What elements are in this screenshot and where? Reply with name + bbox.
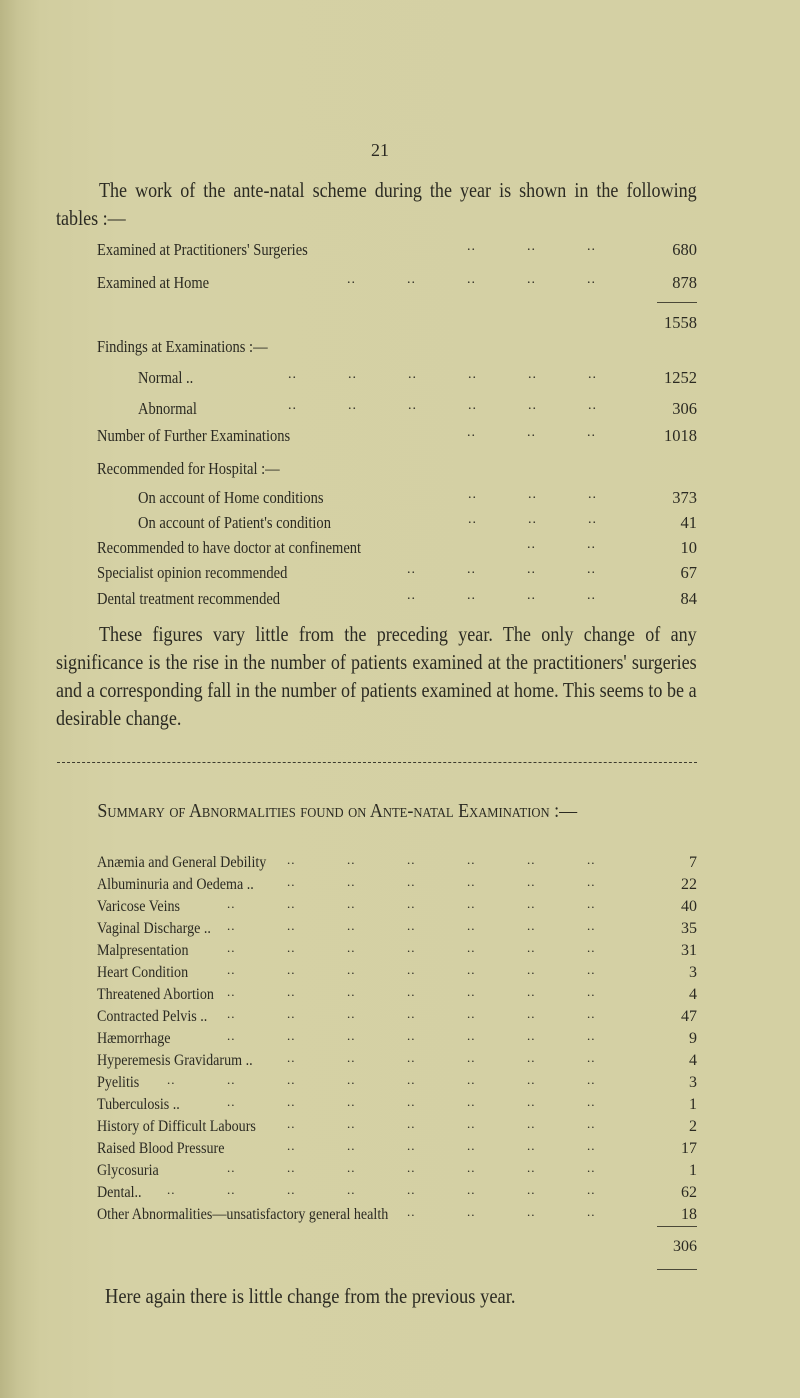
row-patient-condition: On account of Patient's condition .. .. .. 41 — [138, 512, 697, 532]
subtotal-rule — [657, 302, 697, 303]
list-item: Anæmia and General Debility 7 .. .. .. .. .. .. — [97, 852, 697, 871]
summary-title: Summary of Abnormalities found on Ante-natal Examination :— — [97, 800, 578, 822]
subtotal-rule — [657, 1226, 697, 1227]
list-item: Hyperemesis Gravidarum .. 4 .. .. .. .. .. .. — [97, 1050, 697, 1069]
row-normal: Normal .. .. .. .. .. .. .. 1252 — [138, 367, 697, 387]
row-dental-treatment: Dental treatment recommended .. .. .. .. 84 — [97, 588, 697, 608]
total-rule — [657, 1269, 697, 1270]
section-divider — [57, 762, 697, 763]
row-home-conditions: On account of Home conditions .. .. .. 373 — [138, 487, 697, 507]
row-further-examinations: Number of Further Examinations .. .. .. 1018 — [97, 425, 697, 445]
row-examined-surgeries: Examined at Practitioners' Surgeries .. .. .. 680 — [97, 239, 697, 259]
row-specialist-opinion: Specialist opinion recommended .. .. .. .. 67 — [97, 562, 697, 582]
list-item: Raised Blood Pressure 17 .. .. .. .. .. .. — [97, 1138, 697, 1157]
list-item: History of Difficult Labours 2 .. .. .. .. .. .. — [97, 1116, 697, 1135]
hospital-heading: Recommended for Hospital :— — [97, 459, 280, 478]
closing-sentence: Here again there is little change from the previous year. — [105, 1284, 516, 1308]
row-examined-home: Examined at Home .. .. .. .. .. 878 — [97, 272, 697, 292]
list-item: Pyelitis 3 .. .. .. .. .. .. .. .. — [97, 1072, 697, 1091]
list-item: Glycosuria 1 .. .. .. .. .. .. .. — [97, 1160, 697, 1179]
list-item: Hæmorrhage 9 .. .. .. .. .. .. .. — [97, 1028, 697, 1047]
list-item: Tuberculosis .. 1 .. .. .. .. .. .. .. — [97, 1094, 697, 1113]
list-item: Threatened Abortion 4 .. .. .. .. .. .. .. — [97, 984, 697, 1003]
page-number: 21 — [371, 140, 389, 160]
list-item: Vaginal Discharge .. 35 .. .. .. .. .. .. .. — [97, 918, 697, 937]
list-item: Dental.. 62 .. .. .. .. .. .. .. .. — [97, 1182, 697, 1201]
intro-paragraph: The work of the ante-natal scheme during the year is shown in the following tables :— — [56, 178, 697, 230]
findings-heading: Findings at Examinations :— — [97, 337, 268, 356]
list-item: Other Abnormalities—unsatisfactory general health 18 .. .. .. .. — [97, 1204, 697, 1223]
list-item: Heart Condition 3 .. .. .. .. .. .. .. — [97, 962, 697, 981]
comment-paragraph: These figures vary little from the preceding year. The only change of any significance is the rise in the number of patients examined at the practitioners' surgeries and a corresponding fall in the number of patients examined at home. This seems to be a desirable change. — [56, 622, 697, 730]
list-item: Malpresentation 31 .. .. .. .. .. .. .. — [97, 940, 697, 959]
row-doctor-confinement: Recommended to have doctor at confinement .. .. 10 — [97, 537, 697, 557]
row-abnormal: Abnormal .. .. .. .. .. .. 306 — [138, 398, 697, 418]
list-item: Varicose Veins 40 .. .. .. .. .. .. .. — [97, 896, 697, 915]
list-item: Albuminuria and Oedema .. 22 .. .. .. .. .. .. — [97, 874, 697, 893]
list-item: Contracted Pelvis .. 47 .. .. .. .. .. .. .. — [97, 1006, 697, 1025]
row-examinations-total: 1558 — [664, 313, 697, 332]
summary-total: 306 — [673, 1238, 697, 1255]
